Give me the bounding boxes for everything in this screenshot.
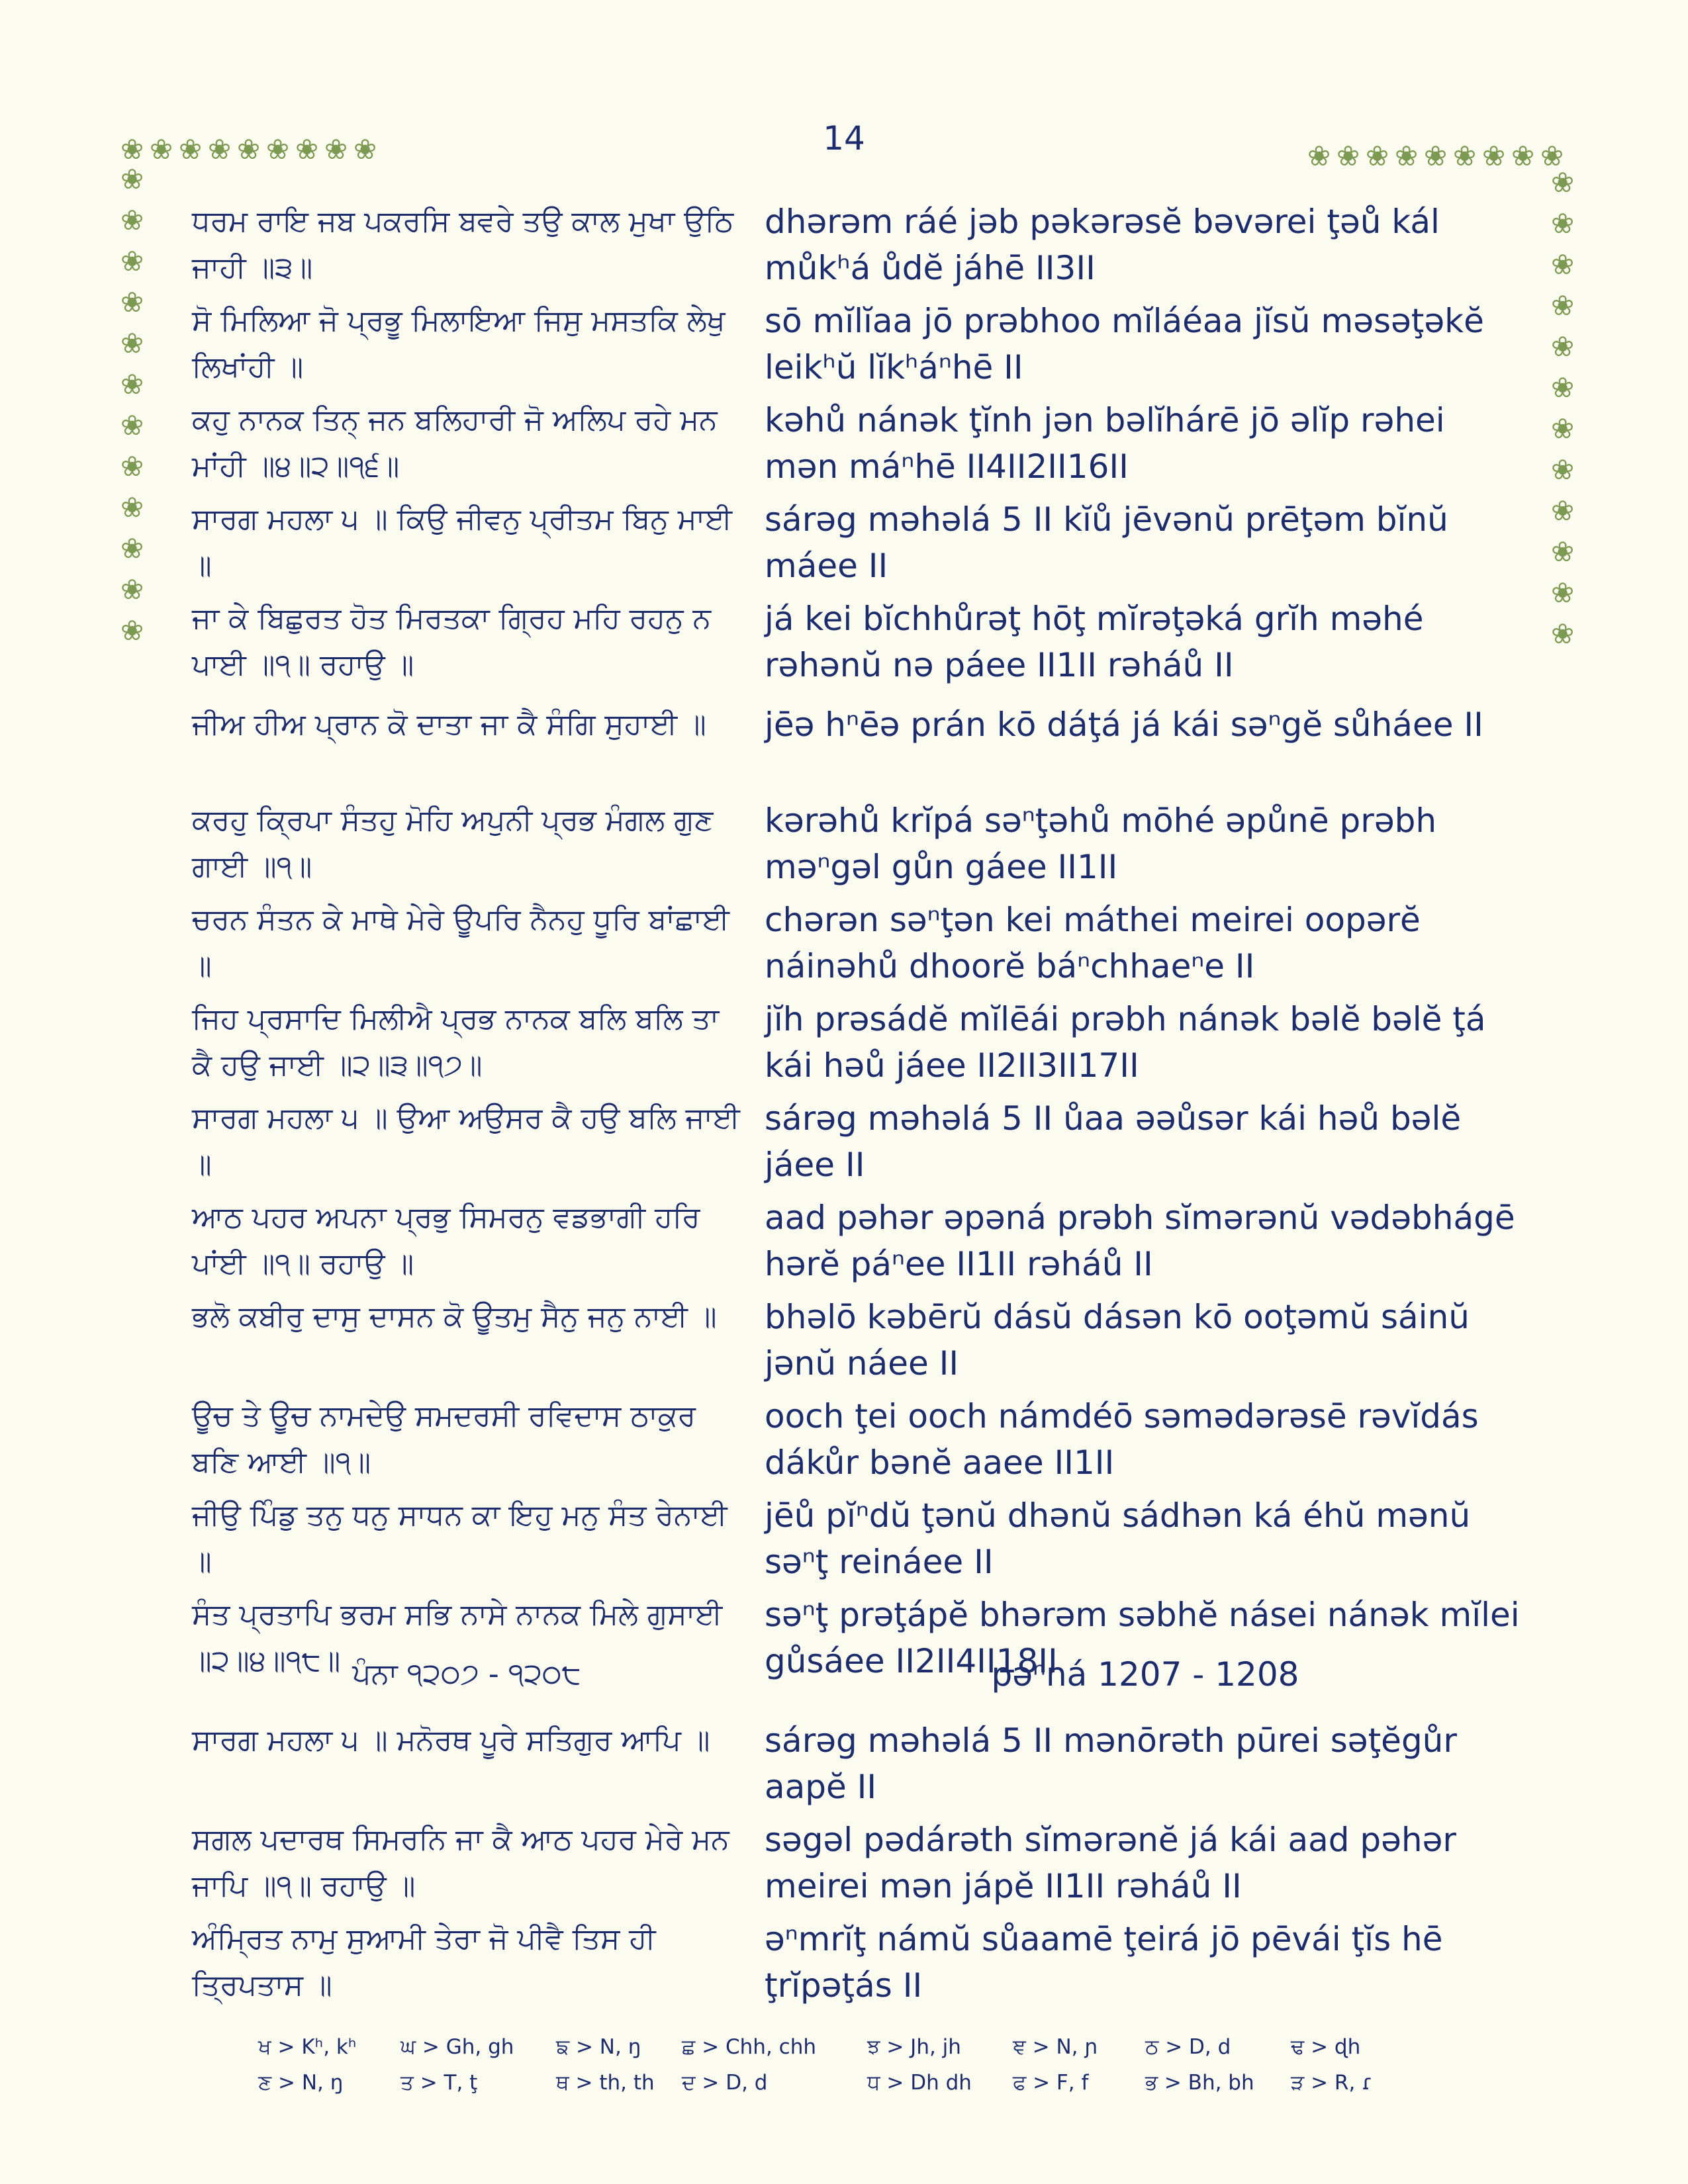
- flower-ornament-icon: ❀: [1551, 207, 1575, 240]
- legend-item: ਭ > Bh, bh: [1145, 2071, 1254, 2095]
- flower-ornament-icon: ❀: [120, 204, 144, 236]
- legend-item: ਘ > Gh, gh: [400, 2035, 514, 2059]
- legend-item: ਝ > Jh, jh: [867, 2035, 961, 2059]
- legend-item: ਠ > D, d: [1145, 2035, 1231, 2059]
- legend-item: ਦ > D, d: [682, 2071, 768, 2095]
- verse-gurmukhi: ਜੀਅ ਹੀਅ ਪ੍ਰਾਨ ਕੋ ਦਾਤਾ ਜਾ ਕੈ ਸੰਗਿ ਸੁਹਾਈ ॥: [192, 707, 706, 741]
- verse-transliteration: chərən səⁿţən kei máthei meirei oopərĕ náinəhů dhoorĕ báⁿchhaeⁿe II: [765, 901, 1421, 985]
- legend-item: ਢ > ɖh: [1291, 2035, 1361, 2059]
- flower-ornament-icon: ❀: [120, 133, 144, 165]
- verse-transliteration: sárəg məhəlá 5 II ůaa əəůsər kái həů bəlĕ jáee II: [765, 1099, 1462, 1184]
- flower-ornament-icon: ❀: [1551, 535, 1575, 568]
- flower-ornament-icon: ❀: [120, 491, 144, 523]
- verse-gurmukhi: ਕਹੁ ਨਾਨਕ ਤਿਨ੍ ਜਨ ਬਲਿਹਾਰੀ ਜੋ ਅਲਿਪ ਰਹੇ ਮਨ ਮਾਂਹੀ ॥੪॥੨॥੧੬॥: [192, 403, 718, 483]
- verse-transliteration: əⁿmrĭţ námŭ sůaamē ţeirá jō pēvái ţĭs hē ţrĭpəţás II: [765, 1920, 1443, 2005]
- flower-ornament-icon: ❀: [1551, 248, 1575, 281]
- flower-ornament-icon: ❀: [1540, 140, 1564, 172]
- flower-ornament-icon: ❀: [120, 286, 144, 318]
- flower-ornament-icon: ❀: [1482, 140, 1506, 172]
- flower-ornament-icon: ❀: [120, 368, 144, 400]
- flower-ornament-icon: ❀: [295, 133, 319, 165]
- legend-item: ਤ > T, ţ: [400, 2071, 478, 2095]
- verse-transliteration: bhəlō kəbērŭ dásŭ dásən kō ooţəmŭ sáinŭ jənŭ náee II: [765, 1298, 1470, 1383]
- legend-item: ੜ > R, ɾ: [1291, 2071, 1373, 2095]
- flower-ornament-icon: ❀: [1551, 412, 1575, 445]
- verse-transliteration: sō mĭlĭaa jō prəbhoo mĭláéaa jĭsŭ məsəţəkĕ leikʰŭ lĭkʰáⁿhē II: [765, 302, 1484, 387]
- verse-gurmukhi: ਕਰਹੁ ਕ੍ਰਿਪਾ ਸੰਤਹੁ ਮੋਹਿ ਅਪੁਨੀ ਪ੍ਰਭ ਮੰਗਲ ਗੁਣ ਗਾਈ ॥੧॥: [192, 803, 714, 884]
- verse-gurmukhi: ਅੰਮ੍ਰਿਤ ਨਾਮੁ ਸੁਆਮੀ ਤੇਰਾ ਜੋ ਪੀਵੈ ਤਿਸ ਹੀ ਤ੍ਰਿਪਤਾਸ ॥: [192, 1922, 656, 2002]
- verse-gurmukhi: ਸਾਰਗ ਮਹਲਾ ੫ ॥ ਉਆ ਅਉਸਰ ਕੈ ਹਉ ਬਲਿ ਜਾਈ ॥: [192, 1101, 740, 1181]
- verse-gurmukhi: ਸੰਤ ਪ੍ਰਤਾਪਿ ਭਰਮ ਸਭਿ ਨਾਸੇ ਨਾਨਕ ਮਿਲੇ ਗੁਸਾਈ ॥੨॥੪॥੧੮॥: [192, 1598, 723, 1678]
- verse-transliteration: sárəg məhəlá 5 II kĭů jēvənŭ prēţəm bĭnŭ máee II: [765, 500, 1448, 585]
- flower-ornament-icon: ❀: [120, 532, 144, 565]
- flower-ornament-icon: ❀: [208, 133, 232, 165]
- flower-ornament-icon: ❀: [1424, 140, 1448, 172]
- flower-ornament-icon: ❀: [1551, 453, 1575, 486]
- verse-gurmukhi: ਜੀਉ ਪਿੰਡੁ ਤਨੁ ਧਨੁ ਸਾਧਨ ਕਾ ਇਹੁ ਮਨੁ ਸੰਤ ਰੇਨਾਈ ॥: [192, 1498, 727, 1578]
- flower-ornament-icon: ❀: [120, 614, 144, 647]
- verse-gurmukhi: ਸੋ ਮਿਲਿਆ ਜੋ ਪ੍ਰਭੂ ਮਿਲਾਇਆ ਜਿਸੁ ਮਸਤਕਿ ਲੇਖੁ ਲਿਖਾਂਹੀ ॥: [192, 304, 726, 384]
- flower-ornament-icon: ❀: [1551, 289, 1575, 322]
- flower-ornament-icon: ❀: [1395, 140, 1419, 172]
- verse-transliteration: səgəl pədárəth sĭmərənĕ já kái aad pəhər meirei mən jápĕ II1II rəháů II: [765, 1821, 1456, 1905]
- legend-item: ਛ > Chh, chh: [682, 2035, 817, 2059]
- verse-transliteration: aad pəhər əpəná prəbh sĭmərənŭ vədəbhágē hərĕ páⁿee II1II rəháů II: [765, 1199, 1515, 1283]
- legend: [258, 2035, 1450, 2107]
- flower-ornament-icon: ❀: [353, 133, 377, 165]
- legend-item: ਫ > F, f: [1013, 2071, 1089, 2095]
- legend-item: ਧ > Dh dh: [867, 2071, 972, 2095]
- flower-ornament-icon: ❀: [120, 245, 144, 277]
- verse-gurmukhi: ਆਠ ਪਹਰ ਅਪਨਾ ਪ੍ਰਭੁ ਸਿਮਰਨੁ ਵਡਭਾਗੀ ਹਰਿ ਪਾਂਈ ॥੧॥ ਰਹਾਉ ॥: [192, 1201, 700, 1281]
- verse-transliteration: ooch ţei ooch námdéō səmədərəsē rəvĭdás dákůr bənĕ aaee II1II: [765, 1397, 1479, 1482]
- legend-item: ਥ > th, th: [556, 2071, 655, 2095]
- legend-item: ਞ > N, ɲ: [1013, 2035, 1098, 2059]
- flower-ornament-icon: ❀: [1551, 617, 1575, 650]
- legend-item: ਖ > Kʰ, kʰ: [258, 2035, 357, 2059]
- legend-row: [258, 2071, 1450, 2107]
- flower-ornament-icon: ❀: [1366, 140, 1389, 172]
- flower-ornament-icon: ❀: [324, 133, 348, 165]
- page-range-translit: pəⁿná 1207 - 1208: [991, 1655, 1299, 1694]
- verse-gurmukhi: ਭਲੋ ਕਬੀਰੁ ਦਾਸੁ ਦਾਸਨ ਕੋ ਊਤਮੁ ਸੈਨੁ ਜਨੁ ਨਾਈ ॥: [192, 1300, 717, 1334]
- flower-ornament-icon: ❀: [150, 133, 173, 165]
- verse-transliteration: jĭh prəsádĕ mĭlēái prəbh nánək bəlĕ bəlĕ ţá kái həů jáee II2II3II17II: [765, 1000, 1486, 1085]
- flower-ornament-icon: ❀: [1336, 140, 1360, 172]
- flower-ornament-icon: ❀: [120, 450, 144, 482]
- flower-ornament-icon: ❀: [120, 409, 144, 441]
- legend-item: ਣ > N, ŋ: [258, 2071, 344, 2095]
- flower-ornament-icon: ❀: [120, 163, 144, 195]
- verse-transliteration: jēə hⁿēə prán kō dáţá já kái səⁿgĕ sůháee II: [765, 705, 1483, 744]
- flower-ornament-icon: ❀: [237, 133, 261, 165]
- verse-gurmukhi: ਸਾਰਗ ਮਹਲਾ ੫ ॥ ਕਿਉ ਜੀਵਨੁ ਪ੍ਰੀਤਮ ਬਿਨੁ ਮਾਈ ॥: [192, 502, 733, 582]
- verse-gurmukhi: ਜਾ ਕੇ ਬਿਛੁਰਤ ਹੋਤ ਮਿਰਤਕਾ ਗ੍ਰਿਹ ਮਹਿ ਰਹਨੁ ਨ ਪਾਈ ॥੧॥ ਰਹਾਉ ॥: [192, 602, 711, 682]
- verse-gurmukhi: ਚਰਨ ਸੰਤਨ ਕੇ ਮਾਥੇ ਮੇਰੇ ਊਪਰਿ ਨੈਨਹੁ ਧੂਰਿ ਬਾਂਛਾਈ ॥: [192, 903, 729, 983]
- verse-transliteration: kərəhů krĭpá səⁿţəhů mōhé əpůnē prəbh məⁿgəl gůn gáee II1II: [765, 801, 1437, 886]
- flower-ornament-icon: ❀: [1551, 330, 1575, 363]
- flower-ornament-icon: ❀: [1551, 371, 1575, 404]
- flower-ornament-icon: ❀: [266, 133, 290, 165]
- page-number: 14: [823, 119, 865, 158]
- verse-transliteration: dhərəm ráé jəb pəkərəsĕ bəvərei ţəů kál můkʰá ůdĕ jáhē II3II: [765, 203, 1440, 287]
- flower-ornament-icon: ❀: [120, 573, 144, 606]
- verse-gurmukhi: ਸਾਰਗ ਮਹਲਾ ੫ ॥ ਮਨੋਰਥ ਪੂਰੇ ਸਤਿਗੁਰ ਆਪਿ ॥: [192, 1723, 710, 1757]
- page-range-gurmukhi: ਪੰਨਾ ੧੨੦੭ - ੧੨੦੮: [352, 1657, 581, 1691]
- flower-ornament-icon: ❀: [1453, 140, 1477, 172]
- verse-transliteration: səⁿţ prəţápĕ bhərəm səbhĕ násei nánək mĭlei gůsáee II2II4II18II: [765, 1596, 1520, 1680]
- verse-gurmukhi: ਸਗਲ ਪਦਾਰਥ ਸਿਮਰਨਿ ਜਾ ਕੈ ਆਠ ਪਹਰ ਮੇਰੇ ਮਨ ਜਾਪਿ ॥੧॥ ਰਹਾਉ ॥: [192, 1823, 729, 1903]
- verse-gurmukhi: ਜਿਹ ਪ੍ਰਸਾਦਿ ਮਿਲੀਐ ਪ੍ਰਭ ਨਾਨਕ ਬਲਿ ਬਲਿ ਤਾ ਕੈ ਹਉ ਜਾਈ ॥੨॥੩॥੧੭॥: [192, 1002, 720, 1082]
- flower-ornament-icon: ❀: [120, 327, 144, 359]
- verse-gurmukhi: ਊਚ ਤੇ ਊਚ ਨਾਮਦੇਉ ਸਮਦਰਸੀ ਰਵਿਦਾਸ ਠਾਕੁਰ ਬਣਿ ਆਈ ॥੧॥: [192, 1399, 696, 1479]
- legend-item: ਙ > N, ŋ: [556, 2035, 641, 2059]
- verse-gurmukhi: ਧਰਮ ਰਾਇ ਜਬ ਪਕਰਸਿ ਬਵਰੇ ਤਉ ਕਾਲ ਮੁਖਾ ਉਠਿ ਜਾਹੀ ॥੩॥: [192, 205, 734, 285]
- verse-transliteration: jēů pĭⁿdŭ ţənŭ dhənŭ sádhən ká éhŭ mənŭ səⁿţ reináee II: [765, 1496, 1471, 1581]
- legend-row: [258, 2035, 1450, 2071]
- flower-ornament-icon: ❀: [1551, 494, 1575, 527]
- flower-ornament-icon: ❀: [1551, 576, 1575, 609]
- verse-transliteration: kəhů nánək ţĭnh jən bəlĭhárē jō əlĭp rəhei mən máⁿhē II4II2II16II: [765, 401, 1445, 486]
- verse-transliteration: sárəg məhəlá 5 II mənōrəth pūrei səţĕgůr aapĕ II: [765, 1721, 1457, 1806]
- flower-ornament-icon: ❀: [1551, 166, 1575, 199]
- verse-transliteration: já kei bĭchhůrəţ hōţ mĭrəţəká grĭh məhé rəhənŭ nə páee II1II rəháů II: [765, 600, 1424, 684]
- flower-ornament-icon: ❀: [179, 133, 203, 165]
- flower-ornament-icon: ❀: [1307, 140, 1331, 172]
- flower-ornament-icon: ❀: [1511, 140, 1535, 172]
